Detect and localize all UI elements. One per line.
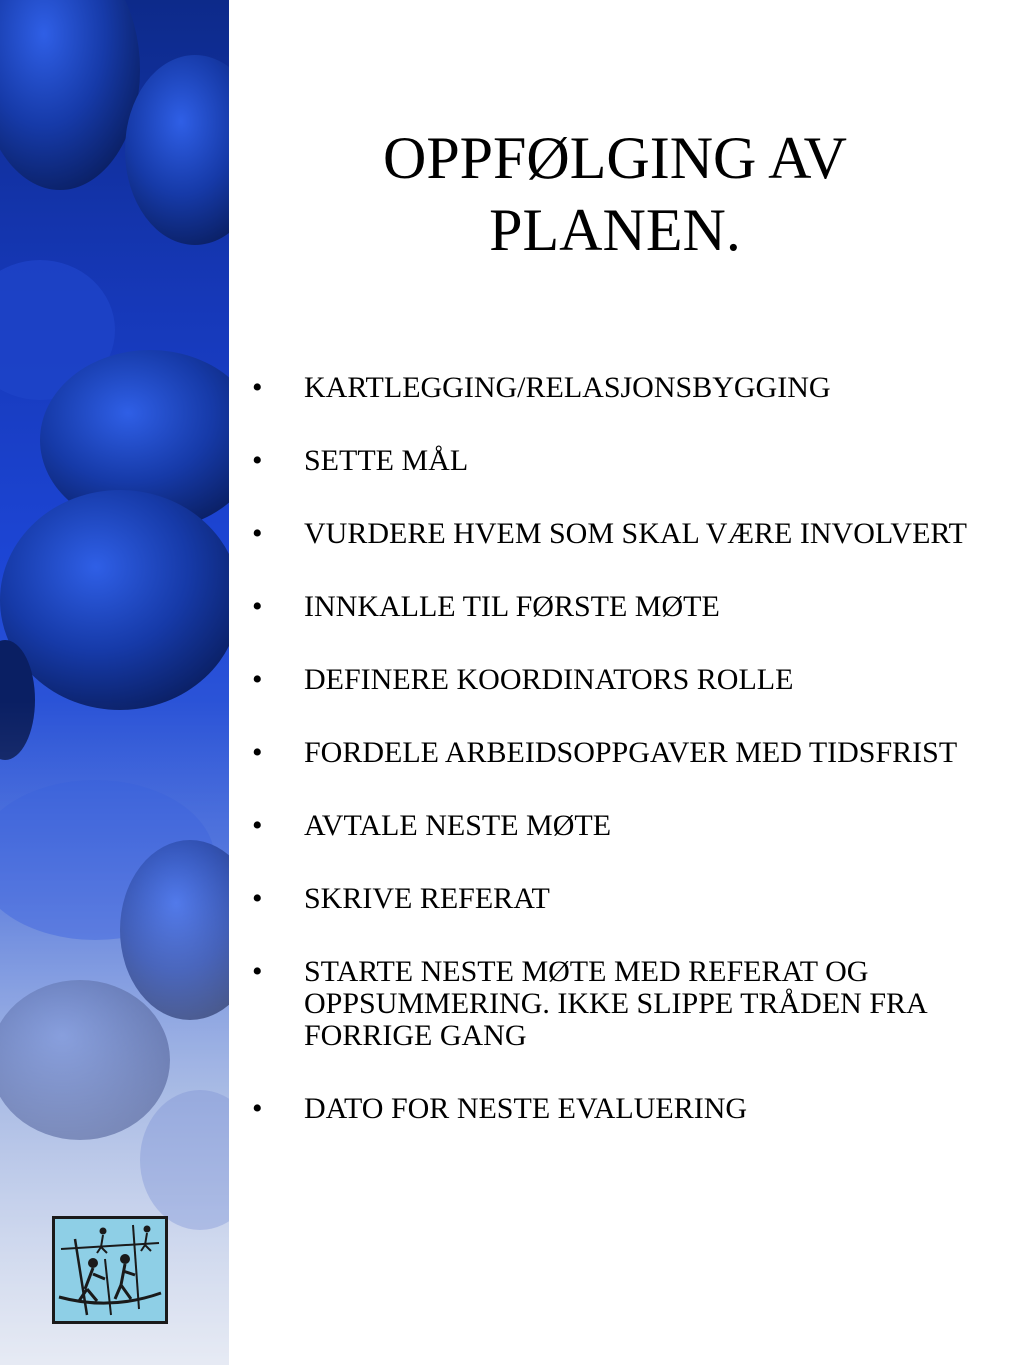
bullet-dot: • <box>252 736 263 769</box>
bullet-text: AVTALE NESTE MØTE <box>304 809 612 842</box>
rowers-logo-icon <box>52 1216 168 1324</box>
bullet-text: DATO FOR NESTE EVALUERING <box>304 1092 748 1125</box>
stones-water-image <box>0 0 229 1365</box>
bullet-dot: • <box>252 809 263 842</box>
bullet-dot: • <box>252 955 263 988</box>
slide-title: OPPFØLGING AV PLANEN. <box>382 125 847 263</box>
bullet-dot: • <box>252 663 263 696</box>
bullet-text: STARTE NESTE MØTE MED REFERAT OG OPPSUMMERING. IKKE SLIPPE TRÅDEN FRA FORRIGE GANG <box>304 955 927 1052</box>
bullet-dot: • <box>252 444 263 477</box>
side-image-panel <box>0 0 229 1365</box>
bullet-dot: • <box>252 371 263 404</box>
bullet-dot: • <box>252 590 263 623</box>
bullet-text: INNKALLE TIL FØRSTE MØTE <box>304 590 720 623</box>
bullet-dot: • <box>252 517 263 550</box>
bullet-item <box>250 956 990 1052</box>
bullet-item <box>250 445 990 477</box>
bullet-text: SKRIVE REFERAT <box>304 882 550 915</box>
bullet-item <box>250 518 990 550</box>
bullet-list <box>250 372 990 1166</box>
bullet-text: SETTE MÅL <box>304 444 469 477</box>
bullet-item <box>250 737 990 769</box>
bullet-item <box>250 591 990 623</box>
bullet-text: DEFINERE KOORDINATORS ROLLE <box>304 663 794 696</box>
bullet-item <box>250 372 990 404</box>
bullet-item <box>250 883 990 915</box>
bullet-dot: • <box>252 1092 263 1125</box>
bullet-dot: • <box>252 882 263 915</box>
bullet-item <box>250 664 990 696</box>
bullet-text: FORDELE ARBEIDSOPPGAVER MED TIDSFRIST <box>304 736 958 769</box>
bullet-text: KARTLEGGING/RELASJONSBYGGING <box>304 371 831 404</box>
bullet-item <box>250 1093 990 1125</box>
bullet-item <box>250 810 990 842</box>
bullet-text: VURDERE HVEM SOM SKAL VÆRE INVOLVERT <box>304 517 967 550</box>
